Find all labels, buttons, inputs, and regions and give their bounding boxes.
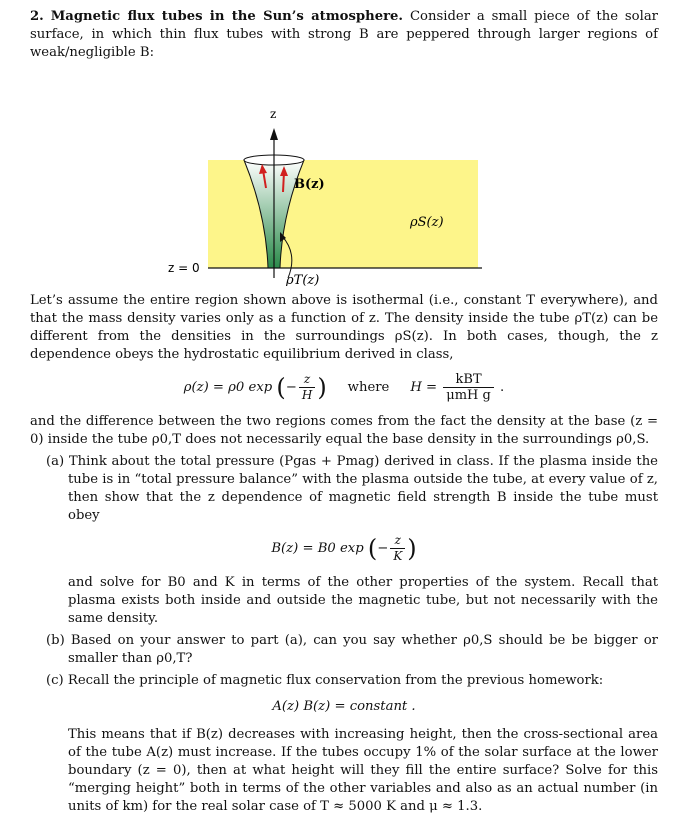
flux-tube-figure	[30, 64, 658, 286]
surroundings-region	[208, 160, 478, 268]
eq1-exp-frac: $\frac{z}{H}$	[299, 372, 315, 403]
paragraph-1: Let’s assume the entire region shown above is isothermal (i.e., constant T everywhere), and that the mass density varies only as a function of z. The density inside the tube ρT(z) can be different from the densities in the surroundings ρS(z). In both cases, though, the z dependence obeys the hydrostatic equilibrium derived in class,	[30, 293, 658, 362]
b-field-label: B(z)	[294, 177, 325, 192]
eq1-H: H =	[410, 380, 438, 395]
part-c-label: (c)	[46, 673, 64, 688]
part-a-after: and solve for B0 and K in terms of the other properties of the system. Recall that plasma exists both inside and outside the magnetic tube, but not necessarily with the same density.	[68, 575, 658, 626]
eq1-lhs: ρ(z) = ρ0 exp	[183, 380, 273, 395]
baseline-label: z = 0	[168, 261, 200, 275]
part-c-text: Recall the principle of magnetic flux conservation from the previous homework:	[67, 673, 604, 688]
problem-page	[30, 8, 658, 816]
z-axis-arrowhead	[270, 128, 278, 140]
equation-hydrostatic: ρ(z) = ρ0 exp (− $\frac{z}{H}$ ) where H = $\frac{\text{kBT}}{\text{μmH g}}$ .	[183, 372, 505, 403]
problem-intro-text: Consider a small piece of the solar surface, in which thin flux tubes with strong B are peppered through larger regions of weak/negligible B:	[30, 9, 658, 60]
equation-b-of-z: B(z) = B0 exp (− $\frac{z}{K}$ )	[271, 533, 417, 563]
problem-intro	[30, 8, 658, 62]
problem-number: 2.	[30, 9, 44, 24]
part-a-text: Think about the total pressure (Pgas + Pmag) derived in class. If the plasma inside the tube is in “total pressure balance” with the plasma outside the tube, at every value of z, then show that the z dependence of magnetic field strength B inside the tube must obey	[68, 454, 658, 523]
part-b-label: (b)	[46, 633, 65, 648]
part-b-text: Based on your answer to part (a), can you say whether ρ0,S should be be bigger or smaller than ρ0,T?	[68, 633, 658, 666]
part-c-after: This means that if B(z) decreases with increasing height, then the cross-sectional area of the tube A(z) must increase. If the tubes occupy 1% of the solar surface at the lower boundary (z = 0), then at what height will they fill the entire surface? Solve for this “merging height” both in terms of the other variables and also as an actual number (in units of km) for the real solar case of T ≈ 5000 K and μ ≈ 1.3.	[68, 727, 658, 814]
eq1-H-frac	[443, 372, 494, 403]
rho-s-label: ρS(z)	[410, 215, 444, 230]
part-b	[30, 632, 658, 668]
z-axis-label: z	[270, 107, 277, 121]
part-a	[30, 453, 658, 525]
part-c-eq: A(z) B(z) = constant .	[272, 699, 416, 714]
eq1-where: where	[347, 380, 390, 395]
part-c	[30, 672, 658, 690]
part-a-label: (a)	[46, 454, 65, 469]
flux-tube-diagram	[30, 64, 658, 286]
eq1-H-den: μmH g	[446, 388, 491, 403]
rho-t-label: ρT(z)	[286, 273, 320, 286]
paragraph-2: and the difference between the two regions comes from the fact the density at the base (z = 0) inside the tube ρ0,T does not necessarily equal the base density in the surroundings ρ0,S.	[30, 414, 658, 447]
problem-title: Magnetic flux tubes in the Sun’s atmosphere.	[50, 9, 404, 24]
part-a-eq: B(z) = B0 exp	[271, 541, 364, 556]
equation-flux-conservation	[30, 698, 658, 716]
eq1-H-num: kBT	[443, 372, 494, 388]
